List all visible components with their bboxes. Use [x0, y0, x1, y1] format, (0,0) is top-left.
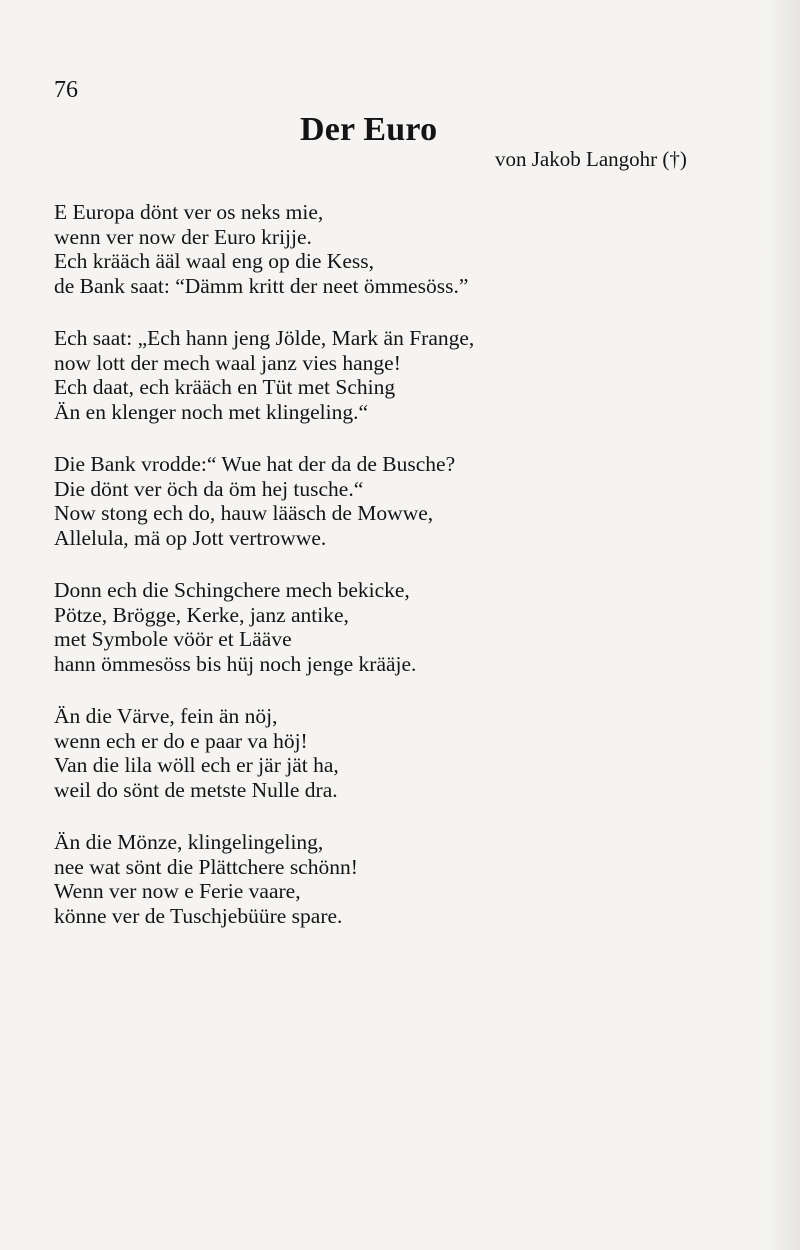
poem-line: nee wat sönt die Plättchere schönn!	[54, 854, 358, 879]
poem-line: weil do sönt de metste Nulle dra.	[54, 777, 338, 802]
stanza-5	[54, 704, 744, 802]
poem-body	[54, 200, 744, 956]
poem-line: hann ömmesöss bis hüj noch jenge krääje.	[54, 651, 417, 676]
stanza-2	[54, 326, 744, 424]
poem-line: Donn ech die Schingchere mech bekicke,	[54, 578, 410, 602]
stanza-1	[54, 200, 744, 298]
poem-line: Die dönt ver öch da öm hej tusche.“	[54, 476, 364, 501]
stanza-3	[54, 452, 744, 550]
poem-author: von Jakob Langohr (†)	[495, 147, 687, 171]
poem-line: Van die lila wöll ech er jär jät ha,	[54, 753, 339, 777]
poem-line: Allelula, mä op Jott vertrowwe.	[54, 525, 327, 550]
poem-line: Än die Värve, fein än nöj,	[54, 704, 278, 728]
poem-line: met Symbole vöör et Lääve	[54, 627, 292, 651]
poem-line: Pötze, Brögge, Kerke, janz antike,	[54, 602, 349, 627]
poem-line: Än die Mönze, klingelingeling,	[54, 830, 324, 854]
poem-line: E Europa dönt ver os neks mie,	[54, 200, 324, 224]
page-edge-shadow	[766, 0, 800, 1250]
poem-line: Wenn ver now e Ferie vaare,	[54, 879, 301, 903]
poem-line: Ech saat: „Ech hann jeng Jölde, Mark än Frange,	[54, 326, 475, 350]
poem-line: Än en klenger noch met klingeling.“	[54, 399, 369, 424]
poem-line: de Bank saat: “Dämm kritt der neet ömmesöss.”	[54, 273, 469, 298]
poem-line: Die Bank vrodde:“ Wue hat der da de Busche?	[54, 452, 456, 476]
poem-line: wenn ech er do e paar va höj!	[54, 728, 308, 753]
poem-line: wenn ver now der Euro krijje.	[54, 224, 312, 249]
poem-line: Now stong ech do, hauw lääsch de Mowwe,	[54, 501, 434, 525]
poem-line: Ech daat, ech krääch en Tüt met Sching	[54, 375, 396, 399]
poem-title: Der Euro	[300, 111, 438, 148]
page-number: 76	[54, 77, 78, 103]
poem-line: könne ver de Tuschjebüüre spare.	[54, 903, 343, 928]
stanza-6	[54, 830, 744, 928]
poem-line: Ech krääch ääl waal eng op die Kess,	[54, 249, 374, 273]
poem-line: now lott der mech waal janz vies hange!	[54, 350, 401, 375]
stanza-4	[54, 578, 744, 676]
